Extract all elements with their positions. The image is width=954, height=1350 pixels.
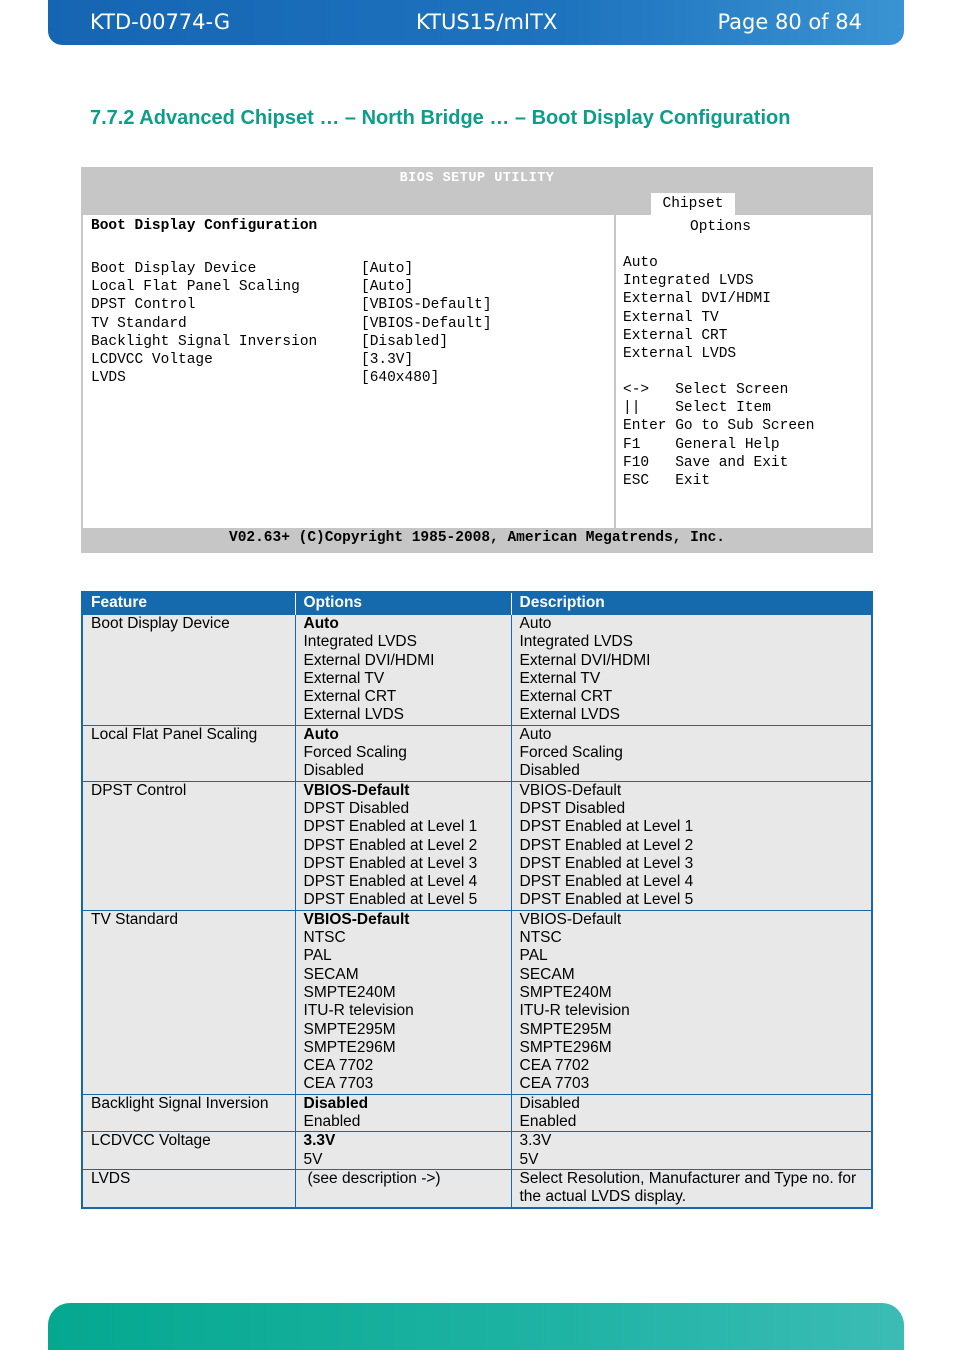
description-value: SECAM: [519, 965, 575, 983]
option-value: NTSC: [303, 929, 346, 947]
page-header: [48, 0, 904, 45]
bios-screen: [81, 167, 873, 553]
description-value: DPST Enabled at Level 5: [519, 891, 694, 909]
option-value: DPST Enabled at Level 5: [303, 891, 478, 909]
options-cell: [295, 615, 511, 726]
feature-cell: DPST Control: [82, 781, 295, 910]
setting-value: [Auto]: [361, 261, 414, 277]
description-value: ITU-R television: [519, 1002, 630, 1020]
table-row: [82, 781, 872, 910]
option-value: Forced Scaling: [303, 744, 407, 762]
option-value: SECAM: [303, 965, 359, 983]
feature-table: [81, 591, 873, 1209]
bios-setting-row[interactable]: [91, 261, 414, 279]
feature-cell: Boot Display Device: [82, 615, 295, 726]
description-value: Enabled: [519, 1113, 577, 1131]
description-value: Select Resolution, Manufacturer and Type no. for the actual LVDS display.: [519, 1169, 857, 1206]
feature-cell: TV Standard: [82, 910, 295, 1094]
description-value: SMPTE296M: [519, 1038, 612, 1056]
description-value: Disabled: [519, 1094, 580, 1112]
description-value: DPST Enabled at Level 1: [519, 818, 694, 836]
bios-setting-row[interactable]: [91, 370, 440, 388]
bios-option-item: External LVDS: [623, 346, 737, 362]
option-value: External DVI/HDMI: [303, 651, 435, 669]
default-option: VBIOS-Default: [303, 781, 410, 799]
description-value: External DVI/HDMI: [519, 651, 651, 669]
feature-cell: LCDVCC Voltage: [82, 1132, 295, 1170]
description-value: CEA 7703: [519, 1075, 590, 1093]
setting-value: [Auto]: [361, 279, 414, 296]
setting-value: [Disabled]: [361, 333, 449, 350]
bios-option-item: Auto: [623, 255, 658, 271]
description-value: VBIOS-Default: [519, 910, 622, 928]
default-option: Auto: [303, 615, 339, 632]
description-value: DPST Enabled at Level 4: [519, 873, 694, 891]
option-value: DPST Enabled at Level 1: [303, 818, 478, 836]
bios-option-item: External DVI/HDMI: [623, 291, 771, 308]
options-cell: [295, 725, 511, 781]
bios-copyright: V02.63+ (C)Copyright 1985-2008, American Megatrends, Inc.: [229, 530, 725, 546]
bios-setting-row[interactable]: [91, 333, 449, 352]
bios-setting-row[interactable]: [91, 279, 414, 297]
feature-cell: Local Flat Panel Scaling: [82, 725, 295, 781]
option-value: DPST Disabled: [303, 799, 410, 817]
option-value: Disabled: [303, 762, 364, 780]
option-value: CEA 7703: [303, 1075, 374, 1093]
table-row: [82, 725, 872, 781]
setting-label: LVDS: [91, 370, 126, 387]
product-name: KTUS15/mITX: [416, 10, 558, 34]
option-value: SMPTE240M: [303, 983, 396, 1001]
default-option: 3.3V: [303, 1132, 336, 1150]
bios-settings-pane: [83, 215, 614, 528]
pane-title: Boot Display Configuration: [91, 218, 318, 234]
option-value: External TV: [303, 669, 385, 687]
option-value: DPST Enabled at Level 2: [303, 836, 478, 854]
table-row: [82, 615, 872, 726]
description-value: External TV: [519, 669, 601, 687]
bios-key-help: ESC Exit: [623, 473, 711, 489]
bios-help-pane: [616, 215, 871, 528]
description-value: SMPTE295M: [519, 1020, 612, 1038]
setting-label: Backlight Signal Inversion: [91, 333, 318, 350]
description-value: DPST Enabled at Level 2: [519, 836, 694, 854]
bios-key-help: Enter Go to Sub Screen: [623, 418, 815, 435]
description-value: Forced Scaling: [519, 744, 623, 762]
header-feature: Feature: [82, 592, 295, 615]
option-value: 5V: [303, 1150, 323, 1168]
bios-option-item: External TV: [623, 309, 719, 326]
description-cell: [511, 1169, 872, 1207]
description-cell: [511, 725, 872, 781]
bios-key-help: <-> Select Screen: [623, 382, 789, 398]
setting-label: Boot Display Device: [91, 261, 257, 277]
description-value: Auto: [519, 725, 552, 743]
default-option: Disabled: [303, 1094, 369, 1112]
setting-label: DPST Control: [91, 297, 196, 314]
description-value: DPST Disabled: [519, 799, 626, 817]
setting-value: [640x480]: [361, 370, 440, 387]
description-cell: [511, 615, 872, 726]
description-cell: [511, 781, 872, 910]
setting-label: TV Standard: [91, 315, 187, 332]
table-row: [82, 1132, 872, 1170]
description-value: Integrated LVDS: [519, 633, 633, 651]
description-value: PAL: [519, 947, 548, 965]
description-value: 3.3V: [519, 1132, 552, 1150]
feature-cell: Backlight Signal Inversion: [82, 1094, 295, 1132]
tab-chipset[interactable]: Chipset: [651, 193, 735, 215]
bios-option-item: Integrated LVDS: [623, 273, 754, 290]
bios-key-help: F10 Save and Exit: [623, 454, 789, 471]
description-value: External LVDS: [519, 706, 621, 724]
options-cell: [295, 1132, 511, 1170]
description-value: 5V: [519, 1150, 539, 1168]
options-heading: Options: [690, 219, 751, 235]
option-value: External CRT: [303, 688, 397, 706]
table-row: [82, 910, 872, 1094]
description-value: External CRT: [519, 688, 613, 706]
option-value: External LVDS: [303, 706, 405, 724]
setting-value: [3.3V]: [361, 352, 414, 368]
bios-setting-row[interactable]: [91, 315, 492, 334]
options-cell: [295, 1094, 511, 1132]
description-cell: [511, 910, 872, 1094]
description-value: Disabled: [519, 762, 580, 780]
option-value: SMPTE296M: [303, 1038, 396, 1056]
table-row: [82, 1169, 872, 1207]
options-cell: [295, 910, 511, 1094]
header-options: Options: [295, 592, 511, 615]
header-description: Description: [511, 592, 872, 615]
document-id: KTD-00774-G: [90, 10, 231, 34]
setting-label: LCDVCC Voltage: [91, 352, 213, 368]
option-value: Enabled: [303, 1113, 361, 1131]
option-value: DPST Enabled at Level 3: [303, 854, 478, 872]
option-value: CEA 7702: [303, 1057, 374, 1075]
bios-setting-row[interactable]: [91, 352, 414, 370]
setting-value: [VBIOS-Default]: [361, 315, 492, 332]
options-cell: [295, 1169, 511, 1207]
option-value: DPST Enabled at Level 4: [303, 873, 478, 891]
setting-value: [VBIOS-Default]: [361, 297, 492, 314]
description-value: DPST Enabled at Level 3: [519, 854, 694, 872]
setting-label: Local Flat Panel Scaling: [91, 279, 300, 296]
description-value: SMPTE240M: [519, 983, 612, 1001]
bios-setting-row[interactable]: [91, 297, 492, 315]
option-value: PAL: [303, 947, 332, 965]
description-value: NTSC: [519, 929, 562, 947]
description-value: VBIOS-Default: [519, 781, 622, 799]
description-cell: [511, 1132, 872, 1170]
options-cell: [295, 781, 511, 910]
description-cell: [511, 1094, 872, 1132]
table-header-row: [82, 592, 872, 615]
table-row: [82, 1094, 872, 1132]
default-option: VBIOS-Default: [303, 910, 410, 928]
page-footer: [48, 1303, 904, 1350]
bios-title: BIOS SETUP UTILITY: [399, 171, 555, 186]
feature-cell: LVDS: [82, 1169, 295, 1207]
default-option: Auto: [303, 725, 339, 743]
page-number: Page 80 of 84: [717, 10, 862, 34]
bios-key-help: || Select Item: [623, 400, 771, 417]
section-title: 7.7.2 Advanced Chipset … – North Bridge … – Boot Display Configuration: [90, 107, 791, 129]
option-value: SMPTE295M: [303, 1020, 396, 1038]
description-value: Auto: [519, 615, 552, 632]
bios-key-help: F1 General Help: [623, 436, 780, 453]
description-value: CEA 7702: [519, 1057, 590, 1075]
option-value: (see description ->): [307, 1169, 441, 1187]
bios-option-item: External CRT: [623, 327, 728, 344]
option-value: Integrated LVDS: [303, 633, 417, 651]
option-value: ITU-R television: [303, 1002, 414, 1020]
